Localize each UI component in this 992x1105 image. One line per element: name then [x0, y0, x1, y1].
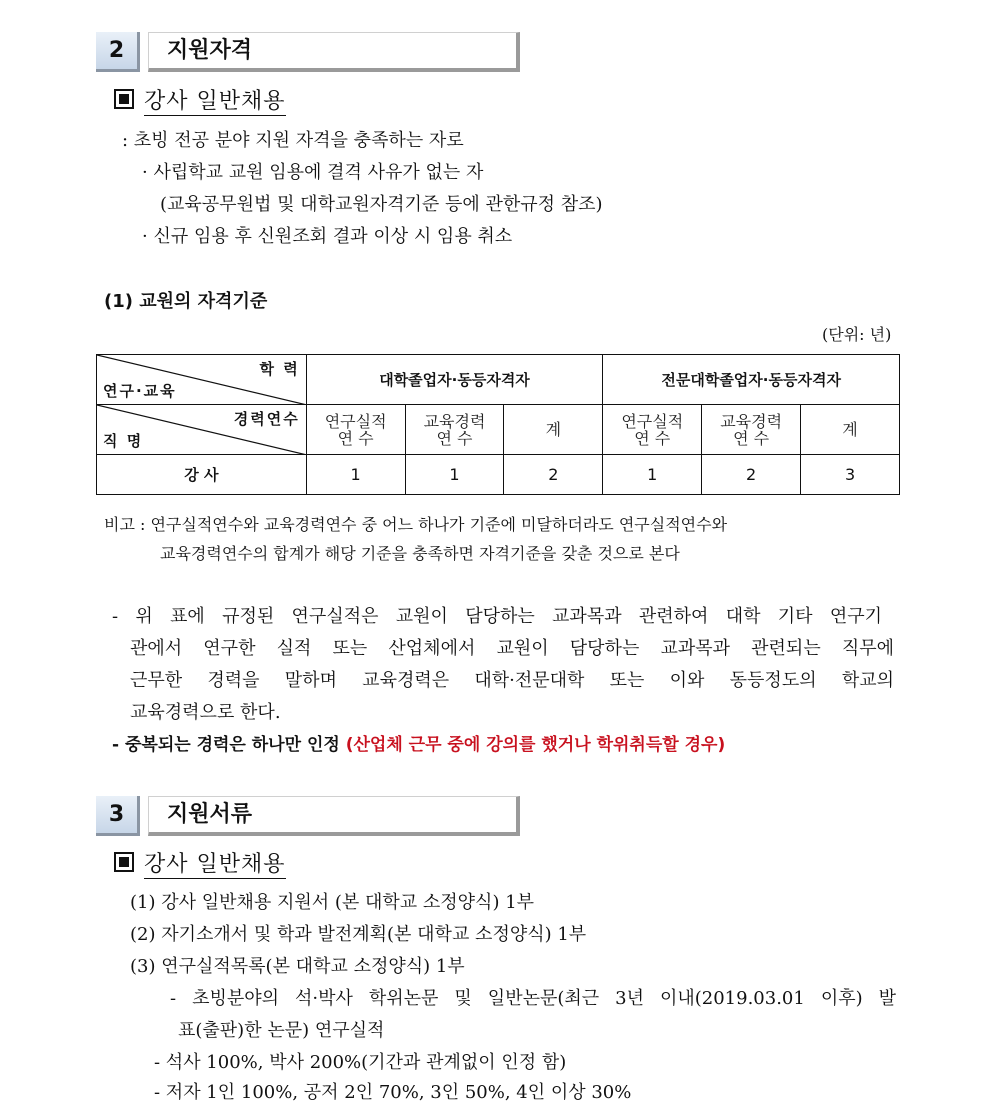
paragraph-line: - 위 표에 규정된 연구실적은 교원이 담당하는 교과목과 관련하여 대학 기타 연구기 — [112, 606, 882, 627]
qualification-intro: : 초빙 전공 분야 지원 자격을 충족하는 자로 — [122, 130, 464, 151]
document-item: (1) 강사 일반채용 지원서 (본 대학교 소정양식) 1부 — [130, 892, 535, 913]
duplicate-note-text: - 중복되는 경력은 하나만 인정 — [112, 735, 346, 755]
table-cell: 2 — [504, 455, 603, 495]
document-subitem: - 저자 1인 100%, 공저 2인 70%, 3인 50%, 4인 이상 30% — [154, 1082, 632, 1103]
document-subitem: 표(출판)한 논문) 연구실적 — [178, 1020, 385, 1041]
filled-square-box-icon — [114, 89, 134, 109]
column-header-line: 연 수 — [436, 428, 473, 448]
corner-bottom-label: 연구·교육 — [103, 382, 177, 400]
section-number: 2 — [96, 32, 140, 72]
filled-square-box-icon — [114, 852, 134, 872]
table-remark: 비고 : 연구실적연수와 교육경력연수 중 어느 하나가 기준에 미달하더라도 연구실적연수와 — [104, 515, 728, 534]
sub-heading — [114, 847, 286, 878]
column-header-line: 연 수 — [634, 428, 671, 448]
table-corner-cell — [97, 405, 307, 455]
qualification-bullet: · 신규 임용 후 신원조회 결과 이상 시 임용 취소 — [142, 226, 513, 247]
document-subitem: - 석사 100%, 박사 200%(기간과 관계없이 인정 함) — [154, 1052, 567, 1073]
column-header — [702, 405, 801, 455]
column-header — [306, 405, 405, 455]
document-subitem: - 초빙분야의 석·박사 학위논문 및 일반논문(최근 3년 이내(2019.03.01 이후) 발 — [170, 988, 896, 1009]
table-remark: 교육경력연수의 합계가 해당 기준을 충족하면 자격기준을 갖춘 것으로 본다 — [160, 544, 680, 563]
column-header-line: 교육경력 — [423, 411, 486, 431]
corner-bottom-label: 직 명 — [103, 432, 144, 450]
sub-heading — [114, 84, 286, 115]
section-title: 지원서류 — [148, 796, 520, 836]
subsection-title: (1) 교원의 자격기준 — [104, 291, 268, 312]
qualification-table — [96, 354, 900, 495]
column-header-line: 교육경력 — [720, 411, 783, 431]
section-number: 3 — [96, 796, 140, 836]
qualification-bullet-note: (교육공무원법 및 대학교원자격기준 등에 관한규정 참조) — [160, 194, 603, 215]
row-label: 강 사 — [97, 455, 307, 495]
qualification-bullet: · 사립학교 교원 임용에 결격 사유가 없는 자 — [142, 162, 484, 183]
column-group-header: 대학졸업자·동등자격자 — [306, 355, 603, 405]
paragraph-line: 교육경력으로 한다. — [130, 702, 281, 723]
column-header: 계 — [504, 405, 603, 455]
section-title: 지원자격 — [148, 32, 520, 72]
sub-heading-label: 강사 일반채용 — [144, 852, 286, 877]
column-header-line: 연 수 — [733, 428, 770, 448]
table-corner-cell — [97, 355, 307, 405]
column-header-line: 연구실적 — [324, 411, 387, 431]
table-cell: 1 — [306, 455, 405, 495]
duplicate-note-highlight: (산업체 근무 중에 강의를 했거나 학위취득할 경우) — [345, 735, 726, 755]
column-header: 계 — [801, 405, 900, 455]
table-cell: 1 — [405, 455, 504, 495]
paragraph-line: 근무한 경력을 말하며 교육경력은 대학·전문대학 또는 이와 동등정도의 학교의 — [130, 670, 894, 691]
column-header — [405, 405, 504, 455]
paragraph-line: 관에서 연구한 실적 또는 산업체에서 교원이 담당하는 교과목과 관련되는 직무에 — [130, 638, 894, 659]
column-group-header: 전문대학졸업자·동등자격자 — [603, 355, 900, 405]
table-row — [97, 455, 900, 495]
duplicate-career-note — [112, 730, 725, 755]
document-item: (2) 자기소개서 및 학과 발전계획(본 대학교 소정양식) 1부 — [130, 924, 587, 945]
unit-label: (단위: 년) — [822, 325, 892, 344]
column-header-line: 연 수 — [337, 428, 374, 448]
column-header — [603, 405, 702, 455]
table-cell: 1 — [603, 455, 702, 495]
document-item: (3) 연구실적목록(본 대학교 소정양식) 1부 — [130, 956, 465, 977]
sub-heading-label: 강사 일반채용 — [144, 89, 286, 114]
table-cell: 2 — [702, 455, 801, 495]
corner-top-label: 경력연수 — [233, 410, 300, 428]
column-header-line: 연구실적 — [621, 411, 684, 431]
corner-top-label: 학 력 — [259, 360, 300, 378]
table-cell: 3 — [801, 455, 900, 495]
